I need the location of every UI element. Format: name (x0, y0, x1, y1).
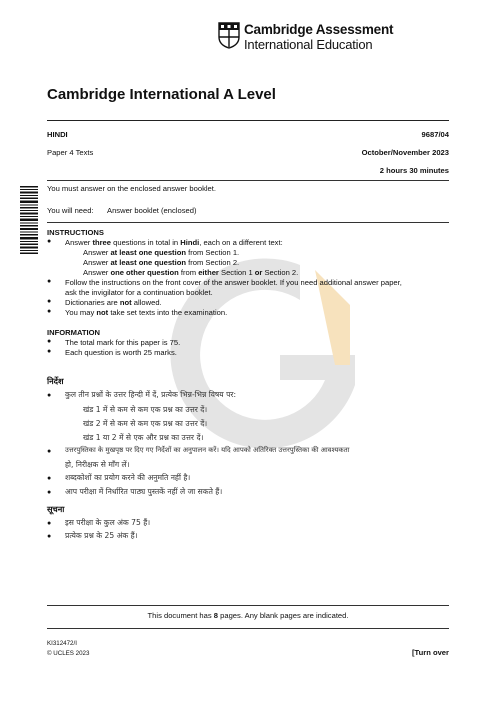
hindi-instruction-item: उत्तरपुस्तिका के मुखपृष्ठ पर दिए गए निर्देशों का अनुपालन करें। यदि आपको अतिरिक्त उत्तरपुस्तिका की आवश्यकता (65, 446, 350, 454)
instruction-subitem: Answer at least one question from Section 2. (83, 258, 240, 267)
divider (47, 120, 449, 121)
bullet: ● (47, 392, 52, 399)
divider (47, 222, 449, 223)
bullet: ● (47, 298, 52, 305)
information-heading: INFORMATION (47, 328, 101, 337)
instruction-item: Answer three questions in total in Hindi, each on a different text: (65, 238, 283, 247)
you-will-need-label: You will need: (47, 206, 94, 215)
brand-name-line1: Cambridge Assessment (244, 22, 394, 37)
bullet: ● (47, 308, 52, 315)
divider (47, 628, 449, 629)
answer-note: You must answer on the enclosed answer booklet. (47, 184, 216, 193)
barcode (20, 186, 38, 254)
turn-over: [Turn over (412, 648, 449, 657)
document-reference: KI312472/I (47, 640, 77, 647)
qualification-title: Cambridge International A Level (47, 86, 276, 103)
instruction-item: Dictionaries are not allowed. (65, 298, 162, 307)
hindi-instruction-subitem: खंड 1 में से कम से कम एक प्रश्न का उत्तर दें। (83, 405, 208, 414)
hindi-information-item: प्रत्येक प्रश्न के 25 अंक हैं। (65, 531, 138, 540)
exam-duration: 2 hours 30 minutes (379, 166, 449, 175)
bullet: ● (47, 238, 52, 245)
exam-session: October/November 2023 (361, 148, 449, 157)
instruction-subitem: Answer at least one question from Section 1. (83, 248, 240, 257)
hindi-instruction-item: कुल तीन प्रश्नों के उत्तर हिन्दी में दें, प्रत्येक भिन्न-भिन्न विषय पर: (65, 390, 237, 399)
bullet: ● (47, 533, 52, 540)
paper-name: Paper 4 Texts (47, 148, 94, 157)
bullet: ● (47, 278, 52, 285)
bullet: ● (47, 338, 52, 345)
cambridge-shield-icon (218, 22, 240, 49)
divider (47, 180, 449, 181)
bullet: ● (47, 475, 52, 482)
hindi-instruction-item: शब्दकोशों का प्रयोग करने की अनुमति नहीं है। (65, 473, 191, 482)
instruction-item: Follow the instructions on the front cover of the answer booklet. If you need additional answer paper, (65, 278, 402, 287)
hindi-information-item: इस परीक्षा के कुल अंक 75 हैं। (65, 518, 151, 527)
information-item: The total mark for this paper is 75. (65, 338, 181, 347)
bullet: ● (47, 520, 52, 527)
brand-name-line2: International Education (244, 37, 373, 52)
hindi-instruction-subitem: खंड 2 में से कम से कम एक प्रश्न का उत्तर दें। (83, 419, 208, 428)
instruction-subitem: Answer one other question from either Section 1 or Section 2. (83, 268, 299, 277)
paper-code: 9687/04 (421, 130, 449, 139)
hindi-instruction-item: आप परीक्षा में निर्धारित पाठ्य पुस्तकें नहीं ले जा सकते हैं। (65, 487, 223, 496)
bullet: ● (47, 448, 52, 455)
hindi-information-heading: सूचना (47, 504, 65, 514)
divider (47, 605, 449, 606)
hindi-instructions-heading: निर्देश (47, 376, 64, 386)
copyright: © UCLES 2023 (47, 650, 90, 657)
instruction-item-continued: ask the invigilator for a continuation booklet. (65, 288, 213, 297)
page-count-note: This document has 8 pages. Any blank pages are indicated. (147, 611, 349, 620)
you-will-need-value: Answer booklet (enclosed) (107, 206, 197, 215)
instruction-item: You may not take set texts into the examination. (65, 308, 228, 317)
bullet: ● (47, 489, 52, 496)
instructions-heading: INSTRUCTIONS (47, 228, 104, 237)
information-item: Each question is worth 25 marks. (65, 348, 177, 357)
bullet: ● (47, 348, 52, 355)
hindi-instruction-subitem: खंड 1 या 2 में से एक और प्रश्न का उत्तर दें। (83, 433, 204, 442)
subject-name: HINDI (47, 130, 68, 139)
hindi-instruction-item-continued: हो, निरीक्षक से माँग लें। (65, 460, 130, 469)
